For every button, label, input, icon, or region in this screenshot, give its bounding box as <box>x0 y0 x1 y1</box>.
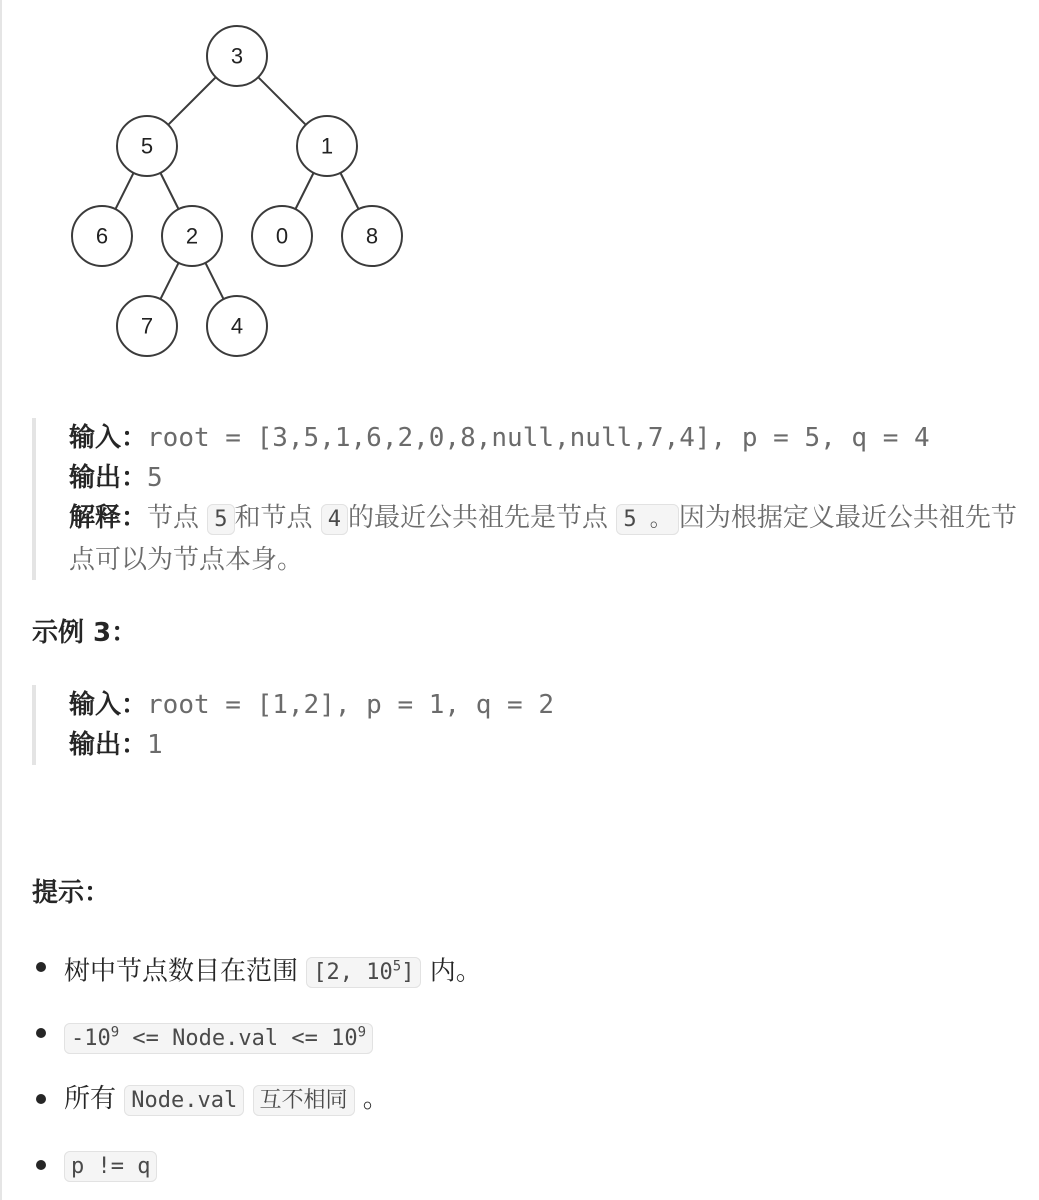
svg-text:5: 5 <box>140 133 154 159</box>
explanation-text-1: 节点 <box>147 503 208 533</box>
explanation-label: 解释： <box>69 503 148 533</box>
svg-text:3: 3 <box>230 43 244 69</box>
input-value: root = [3,5,1,6,2,0,8,null,null,7,4], p = 5, q = 4 <box>147 423 930 453</box>
inline-code-5-period: 5 。 <box>616 504 679 535</box>
explanation-text-3: 的最近公共祖先是节点 <box>348 503 617 533</box>
hint-text: 树中节点数目在范围 <box>64 956 307 987</box>
example-2-output-line <box>69 458 1039 498</box>
inline-code-5: 5 <box>207 504 234 535</box>
svg-text:6: 6 <box>95 223 109 249</box>
input-label: 输入： <box>69 423 148 453</box>
tree-node-4 <box>207 296 267 356</box>
hint-tail: 。 <box>354 1084 389 1114</box>
tree-node-6 <box>72 206 132 266</box>
left-divider <box>0 0 2 1200</box>
hint-node-val-range <box>32 1010 482 1056</box>
tree-node-1 <box>297 116 357 176</box>
inline-code-4: 4 <box>321 504 348 535</box>
inline-code-p-neq-q: p != q <box>64 1151 157 1182</box>
example-3-heading: 示例 3： <box>32 618 138 648</box>
binary-tree-diagram <box>60 18 420 368</box>
hints-heading: 提示： <box>32 878 111 908</box>
hint-p-not-q <box>32 1142 482 1188</box>
explanation-text-2: 和节点 <box>234 503 321 533</box>
example-3-output-line <box>69 725 1039 765</box>
inline-code-node-val: Node.val <box>124 1085 244 1116</box>
hint-unique-values <box>32 1076 482 1122</box>
output-value: 1 <box>147 730 163 760</box>
input-label: 输入： <box>69 690 148 720</box>
tree-node-2 <box>162 206 222 266</box>
svg-text:0: 0 <box>275 223 289 249</box>
hint-tail: 内。 <box>421 956 482 987</box>
svg-text:4: 4 <box>230 313 244 339</box>
explanation-text-4: 因为根据定义最近公共祖先节点可以为节点本身。 <box>69 503 1017 575</box>
inline-code-range: [2, $10^5$] <box>306 957 421 988</box>
svg-text:2: 2 <box>185 223 199 249</box>
hint-node-count <box>32 944 482 990</box>
example-2-block <box>32 418 1039 580</box>
tree-node-7 <box>117 296 177 356</box>
output-value: 5 <box>147 463 163 493</box>
inline-code-val-range: $-10^9$ <= Node.val <= $10^9$ <box>64 1023 373 1054</box>
example-3-input-line <box>69 685 1039 725</box>
output-label: 输出： <box>69 730 148 760</box>
output-label: 输出： <box>69 463 148 493</box>
bullet-icon <box>36 1094 46 1104</box>
tree-node-0 <box>252 206 312 266</box>
bullet-icon <box>36 1028 46 1038</box>
hint-text: 所有 <box>64 1084 125 1114</box>
hints-list <box>32 944 482 1200</box>
example-2-input-line <box>69 418 1039 458</box>
svg-text:7: 7 <box>140 313 154 339</box>
bullet-icon <box>36 962 46 972</box>
inline-code-distinct: 互不相同 <box>253 1085 355 1116</box>
svg-text:1: 1 <box>320 133 334 159</box>
bullet-icon <box>36 1160 46 1170</box>
tree-node-5 <box>117 116 177 176</box>
example-3-block <box>32 685 1039 765</box>
example-2-explanation <box>69 498 1039 580</box>
svg-text:8: 8 <box>365 223 379 249</box>
input-value: root = [1,2], p = 1, q = 2 <box>147 690 555 720</box>
tree-node-8 <box>342 206 402 266</box>
tree-node-3 <box>207 26 267 86</box>
